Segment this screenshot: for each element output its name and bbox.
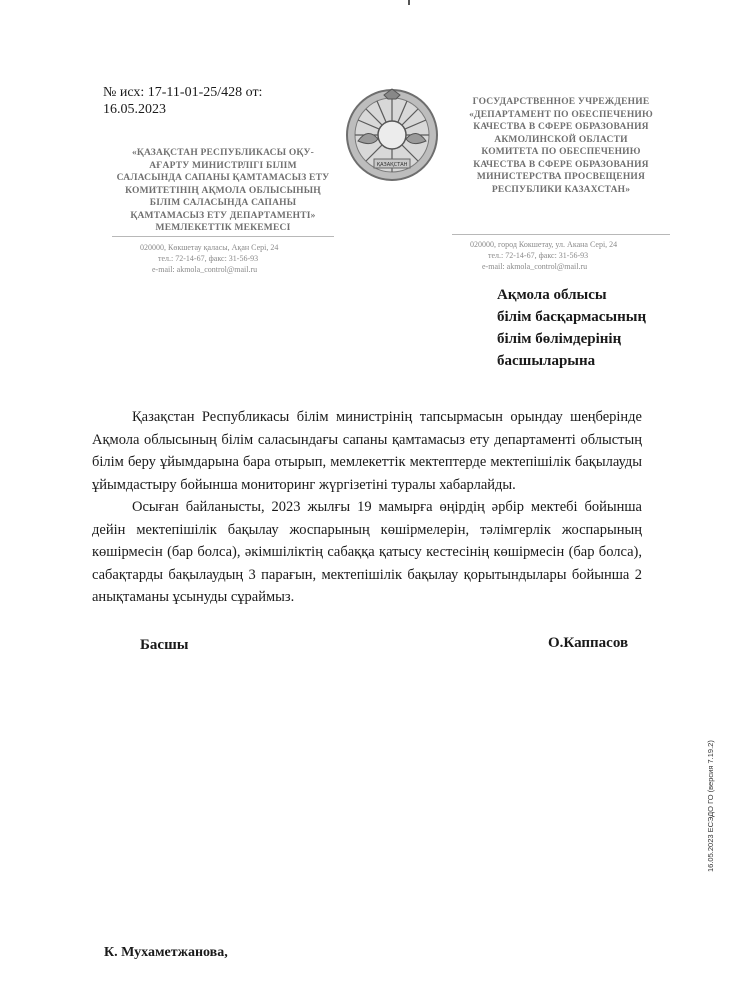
ru-org-line: КАЧЕСТВА В СФЕРЕ ОБРАЗОВАНИЯ	[473, 122, 649, 132]
kz-org-line: АҒАРТУ МИНИСТРЛІГІ БІЛІМ	[149, 160, 297, 171]
ru-org-line: КАЧЕСТВА В СФЕРЕ ОБРАЗОВАНИЯ	[473, 159, 649, 170]
kazakh-organization-name	[112, 147, 334, 235]
signatory-title: Басшы	[140, 637, 189, 653]
ru-phone-line: тел.: 72-14-67, факс: 31-56-93	[488, 251, 589, 260]
ru-org-line: РЕСПУБЛИКИ КАЗАХСТАН»	[491, 184, 631, 195]
scan-mark	[408, 0, 410, 5]
emblem-graphic	[344, 87, 440, 183]
recipient-line: білім басқармасының	[497, 309, 647, 325]
emblem-caption: ҚАЗАҚСТАН	[376, 162, 408, 168]
ru-org-line: АКМОЛИНСКОЙ ОБЛАСТИ	[494, 134, 628, 145]
ru-address-line: 020000, город Кокшетау, ул. Акана Сері, 24	[470, 240, 618, 249]
kz-org-line: ҚАМТАМАСЫЗ ЕТУ ДЕПАРТАМЕНТІ»	[130, 210, 316, 221]
kz-address-line: 020000, Көкшетау қаласы, Ақан Сері, 24	[140, 243, 279, 252]
kz-email-line: e-mail: akmola_control@mail.ru	[152, 265, 258, 274]
state-emblem	[344, 87, 440, 183]
ru-org-line: КОМИТЕТА ПО ОБЕСПЕЧЕНИЮ	[481, 147, 641, 157]
kazakh-address-block	[140, 242, 340, 275]
ru-org-line: МИНИСТЕРСТВА ПРОСВЕЩЕНИЯ	[476, 172, 646, 182]
reference-number: № исх: 17-11-01-25/428 от:	[103, 85, 263, 100]
kz-org-line: САЛАСЫНДА САПАНЫ ҚАМТАМАСЫЗ ЕТУ	[116, 173, 330, 183]
signatory-name: О.Каппасов	[548, 635, 629, 651]
recipient-block	[497, 284, 646, 372]
executor-name: К. Мухаметжанова,	[104, 945, 228, 960]
kz-org-line: КОМИТЕТІНІҢ АҚМОЛА ОБЛЫСЫНЫҢ	[125, 185, 321, 196]
russian-organization-name	[452, 96, 670, 196]
recipient-line: басшыларына	[497, 353, 596, 369]
ru-email-line: e-mail: akmola_control@mail.ru	[482, 262, 588, 271]
recipient-line: білім бөлімдерінің	[497, 331, 622, 347]
kz-org-line: МЕМЛЕКЕТТІК МЕКЕМЕСІ	[155, 223, 291, 233]
reference-date: 16.05.2023	[103, 102, 166, 117]
kz-phone-line: тел.: 72-14-67, факс: 31-56-93	[158, 254, 259, 263]
ru-header-divider	[452, 234, 670, 235]
letter-body	[92, 406, 642, 609]
ru-org-line: «ДЕПАРТАМЕНТ ПО ОБЕСПЕЧЕНИЮ	[469, 109, 653, 120]
outgoing-reference	[103, 84, 293, 118]
russian-address-block	[470, 239, 670, 272]
body-paragraph-1: Қазақстан Республикасы білім министрінің тапсырмасын орындау шеңберінде Ақмола облысының білім саласындағы сапаны қамтамасыз ету департаменті облыстың білім беру ұйымдарына бара отырып, мемлекеттік мектептерде мектепішілік бақылауды ұйымдастыру бойынша мониторинг жүргізетіні туралы хабарлайды.	[92, 409, 642, 493]
kz-org-line: «ҚАЗАҚСТАН РЕСПУБЛИКАСЫ ОҚУ-	[131, 148, 315, 158]
recipient-line: Ақмола облысы	[497, 287, 607, 303]
kz-org-line: БІЛІМ САЛАСЫНДА САПАНЫ	[149, 198, 297, 208]
kz-header-divider	[112, 236, 334, 237]
edms-side-stamp: 16.05.2023 ЕСЭДО ГО (версия 7.19.2)	[706, 740, 715, 872]
body-paragraph-2: Осыған байланысты, 2023 жылғы 19 мамырға өңірдің әрбір мектебі бойынша дейін мектепішілік бақылау жоспарының көшірмелерін, тәлімгерлік жоспарының көшірмесін (бар болса), әкімшіліктің сабаққа қатысу кестесінің көшірмесін (бар болса), сабақтарды бақылаудың 3 парағын, мектепішілік бақылау қорытындылары бойынша 2 анықтаманы ұсынуды сұраймыз.	[92, 499, 642, 605]
ru-org-line: ГОСУДАРСТВЕННОЕ УЧРЕЖДЕНИЕ	[472, 97, 650, 107]
